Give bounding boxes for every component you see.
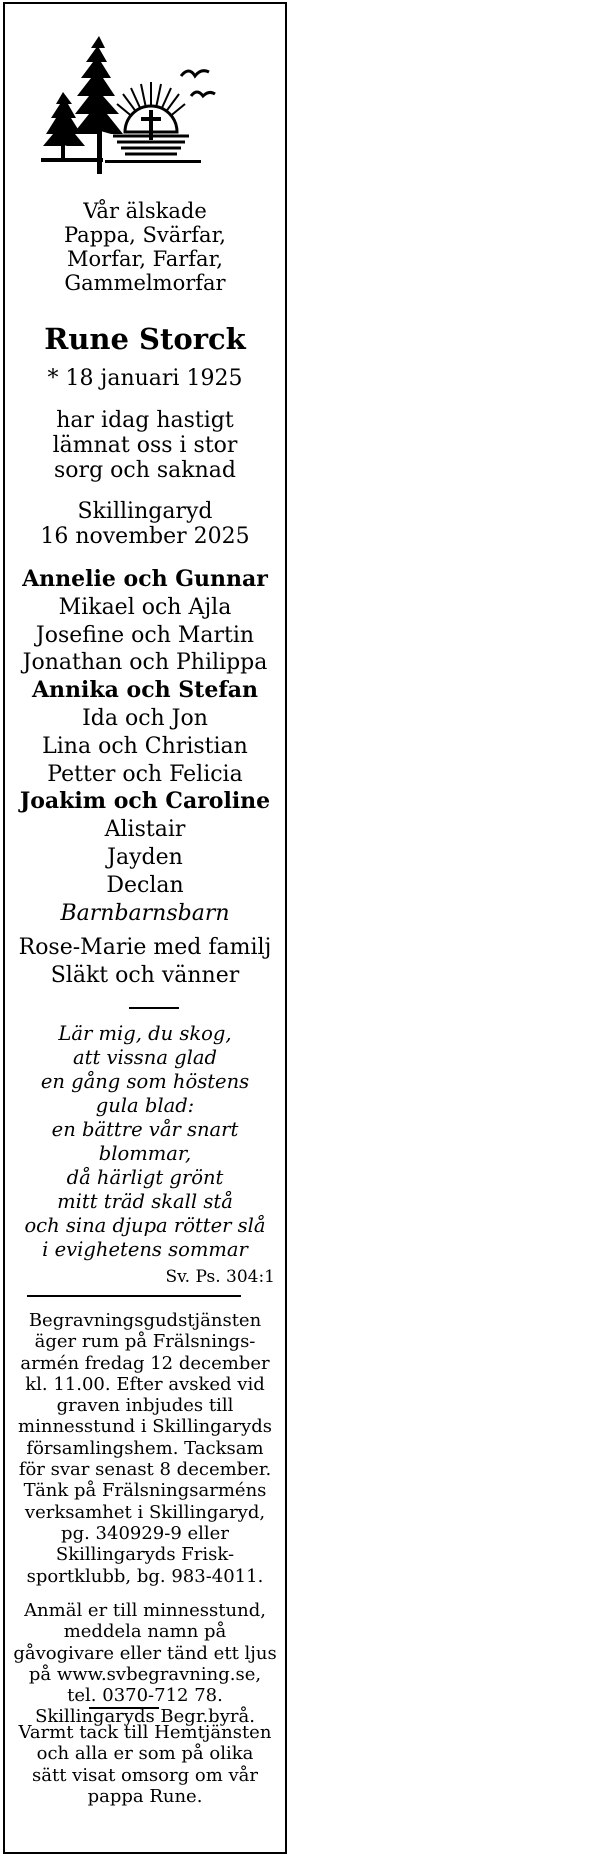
family-name: Josefine och Martin [35, 622, 255, 648]
message-line: sorg och saknad [54, 458, 236, 483]
info-line: meddela namn på [63, 1621, 227, 1643]
intro [5, 199, 285, 295]
family-list [5, 566, 285, 927]
info-line: verksamhet i Skillingaryd, [24, 1501, 266, 1523]
family-name: Annika och Stefan [31, 677, 259, 704]
info-line: gåvogivare eller tänd ett ljus [13, 1642, 277, 1664]
info-line: minnesstund i Skillingaryds [18, 1416, 272, 1438]
message-line: har idag hastigt [56, 408, 234, 433]
message-line: lämnat oss i stor [52, 433, 238, 458]
divider [89, 1707, 159, 1709]
poem-line: blommar, [98, 1142, 192, 1165]
info-line: pg. 340929-9 eller [61, 1522, 229, 1544]
thanks-line: Varmt tack till Hemtjänsten [18, 1722, 272, 1743]
forest-sunset-cross-emblem [41, 34, 241, 174]
funeral-info [5, 1310, 285, 1587]
intro-line: Morfar, Farfar, [67, 247, 223, 271]
poem-line: mitt träd skall stå [57, 1190, 233, 1213]
info-line: tel. 0370-712 78. [67, 1685, 223, 1707]
info-line: armén fredag 12 december [20, 1352, 270, 1374]
family-name: Ida och Jon [82, 705, 208, 731]
divider [27, 1295, 241, 1297]
info-line: på www.svbegravning.se, [28, 1663, 262, 1685]
poem-reference: Sv. Ps. 304:1 [165, 1267, 275, 1287]
poem-line: Lär mig, du skog, [58, 1022, 232, 1045]
death-date: 16 november 2025 [40, 524, 250, 549]
place: Skillingaryd [77, 499, 213, 524]
poem-line: gula blad: [95, 1094, 195, 1117]
poem-line: en gång som höstens [40, 1070, 250, 1093]
family-name: Annelie och Gunnar [22, 566, 268, 592]
info-line: Anmäl er till minnesstund, [24, 1600, 266, 1621]
poem-line: en bättre vår snart [51, 1118, 239, 1141]
family-name: Barnbarnsbarn [60, 900, 230, 926]
birth-date: * 18 januari 1925 [47, 366, 243, 391]
info-line: sportklubb, bg. 983-4011. [26, 1565, 264, 1587]
family-name: Joakim och Caroline [19, 788, 271, 815]
poem-line: då härligt grönt [66, 1166, 224, 1189]
thanks-line: sätt visat omsorg om vår [32, 1764, 258, 1786]
family-name: Jonathan och Philippa [22, 650, 268, 676]
divider [129, 1007, 179, 1009]
thanks-line: pappa Rune. [87, 1785, 203, 1807]
poem [5, 1022, 285, 1262]
info-line: för svar senast 8 december. [18, 1459, 272, 1481]
intro-line: Vår älskade [83, 199, 207, 223]
family-name: Alistair [104, 817, 186, 843]
intro-line: Pappa, Svärfar, [64, 223, 226, 247]
family-name: Lina och Christian [42, 733, 248, 759]
intro-line: Gammelmorfar [64, 271, 226, 295]
poem-line: att vissna glad [73, 1046, 217, 1069]
info-line: kl. 11.00. Efter avsked vid [25, 1373, 265, 1395]
info-line: graven inbjudes till [56, 1395, 234, 1417]
family-name: Jayden [107, 844, 183, 870]
info-line: Skillingaryds Begr.byrå. [35, 1706, 255, 1728]
family-name: Mikael och Ajla [58, 594, 232, 620]
thanks [5, 1722, 285, 1807]
others [5, 934, 285, 990]
poem-line: och sina djupa rötter slå [24, 1214, 266, 1237]
family-name: Petter och Felicia [47, 761, 243, 787]
info-line: äger rum på Frälsnings- [34, 1331, 256, 1353]
place-date [5, 499, 285, 549]
info-line: församlingshem. Tacksam [26, 1437, 264, 1459]
thanks-line: och alla er som på olika [36, 1743, 254, 1765]
message [5, 408, 285, 483]
info-line: Skillingaryds Frisk- [55, 1544, 235, 1566]
family-name: Declan [106, 872, 184, 898]
others-line: Rose-Marie med familj [18, 935, 272, 960]
deceased-name: Rune Storck [44, 322, 246, 356]
info-line: Begravningsgudstjänsten [28, 1310, 262, 1331]
death-notice [3, 2, 287, 1854]
others-line: Släkt och vänner [50, 963, 240, 988]
poem-line: i evighetens sommar [42, 1238, 248, 1261]
info-line: Tänk på Frälsningsarméns [23, 1480, 267, 1502]
